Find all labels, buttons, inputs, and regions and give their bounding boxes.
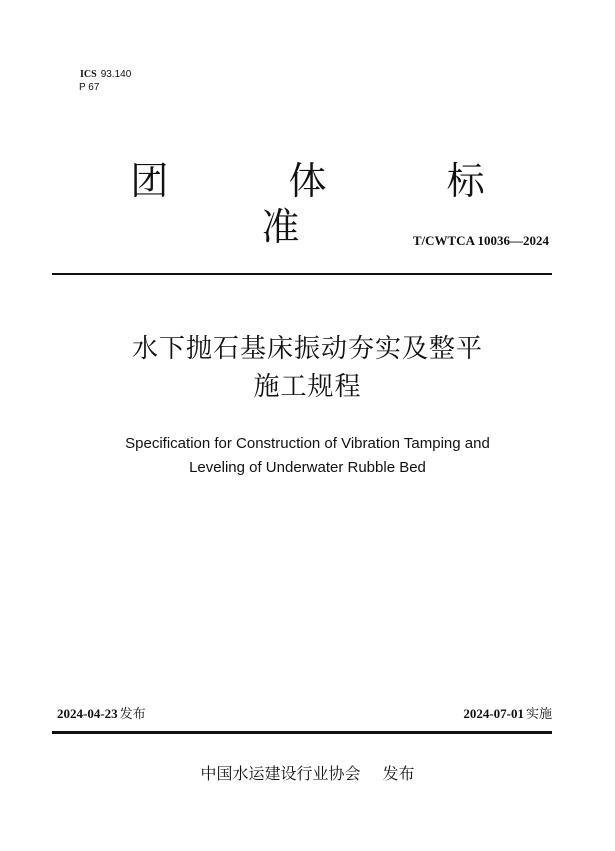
top-divider [52, 273, 552, 275]
bottom-divider [52, 731, 552, 734]
publisher-action: 发布 [382, 764, 415, 783]
issue-date: 2024-04-23 [57, 706, 118, 721]
implementation-date: 2024-07-01 [463, 706, 524, 721]
chinese-title-line-1: 水下抛石基床振动夯实及整平 [131, 334, 483, 364]
english-title-line-1: Specification for Construction of Vibration Tamping and [125, 435, 490, 452]
chinese-title [0, 330, 615, 406]
publisher-line [0, 763, 615, 785]
implementation-label: 实施 [525, 707, 552, 722]
english-title [0, 432, 615, 480]
chinese-title-line-2: 施工规程 [253, 372, 362, 402]
standard-number: T/CWTCA 10036—2024 [412, 233, 549, 248]
issue-label: 发布 [119, 707, 146, 722]
ics-label: ICS [80, 69, 97, 80]
ccs-code: P 67 [79, 82, 100, 93]
ics-classification [80, 68, 131, 81]
standard-type-heading: 团 体 标 准 [130, 159, 539, 249]
issue-date-block [57, 705, 146, 724]
ics-code: 93.140 [100, 69, 132, 80]
publisher-name: 中国水运建设行业协会 [200, 764, 361, 783]
ccs-classification [80, 81, 99, 94]
english-title-line-2: Leveling of Underwater Rubble Bed [189, 459, 426, 476]
implementation-date-block [463, 705, 552, 724]
